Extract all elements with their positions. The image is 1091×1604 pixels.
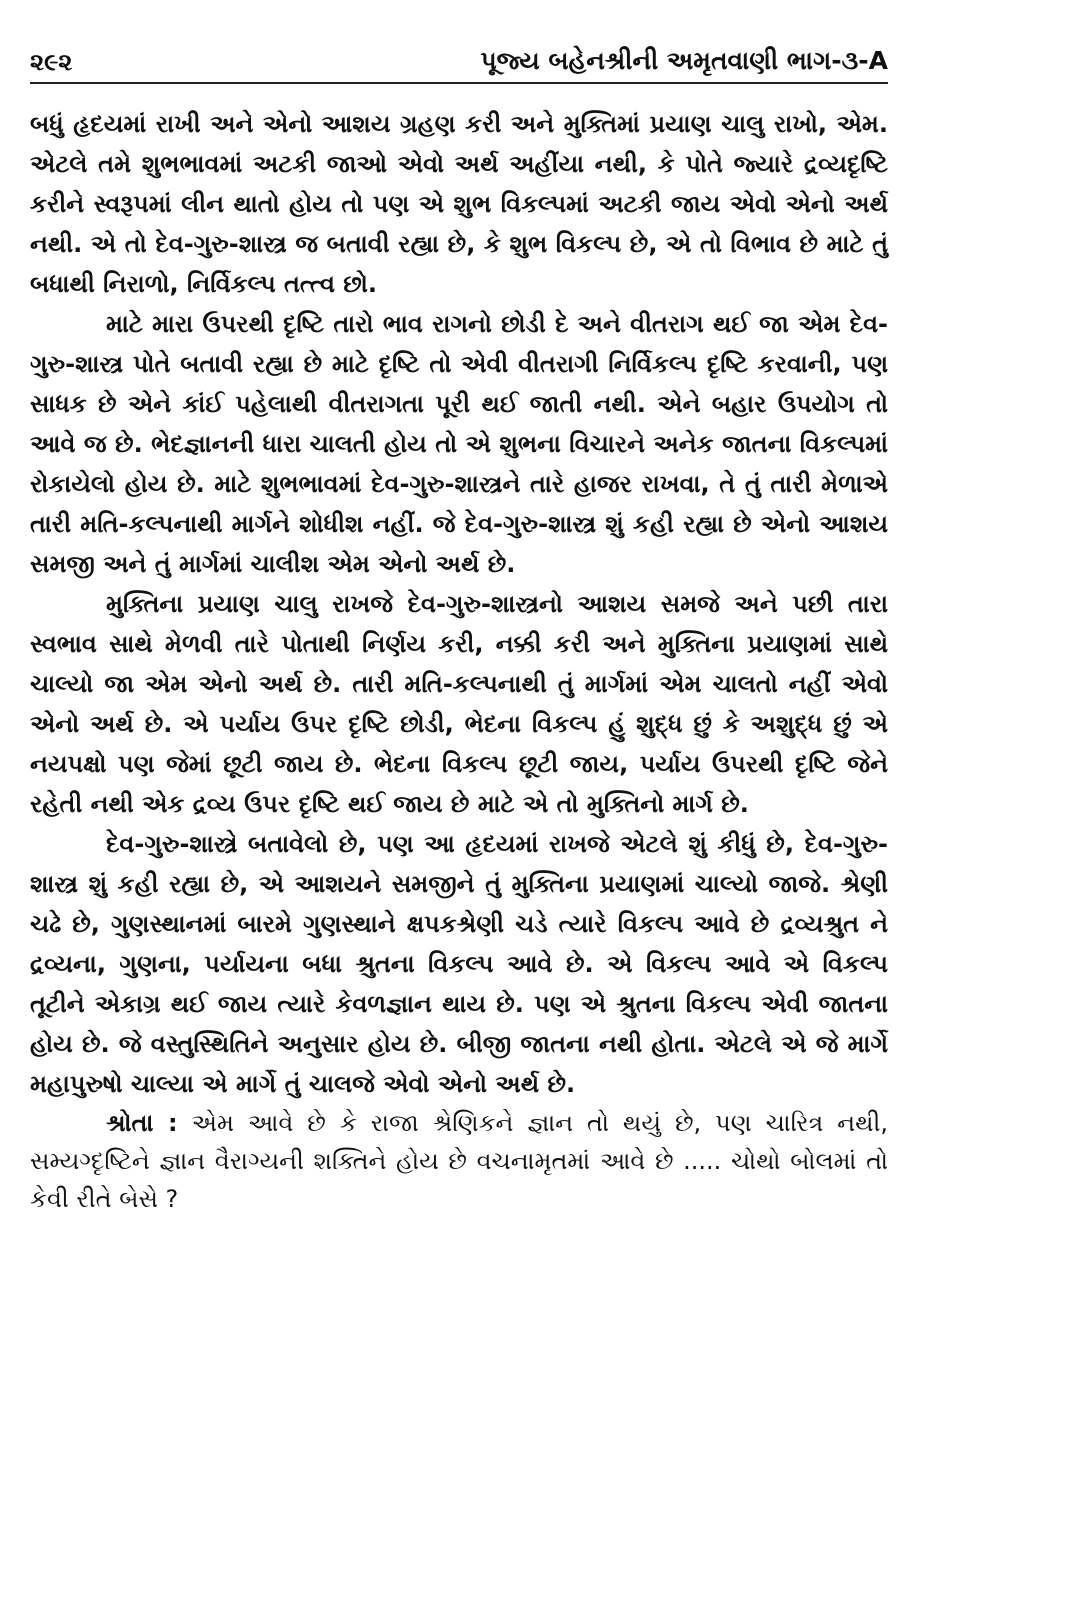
page-header: [30, 44, 888, 84]
paragraph-2: માટે મારા ઉપરથી દૃષ્ટિ તારો ભાવ રાગનો છોડી દે અને વીતરાગ થઈ જા એમ દેવ-ગુરુ-શાસ્ત્ર પોતે બતાવી રહ્યા છે માટે દૃષ્ટિ તો એવી વીતરાગી નિર્વિકલ્પ દૃષ્ટિ કરવાની, પણ સાધક છે એને કાંઈ પહેલાથી વીતરાગતા પૂરી થઈ જાતી નથી. એને બહાર ઉપયોગ તો આવે જ છે. ભેદજ્ઞાનની ધારા ચાલતી હોય તો એ શુભના વિચારને અનેક જાતના વિકલ્પમાં રોકાયેલો હોય છે. માટે શુભભાવમાં દેવ-ગુરુ-શાસ્ત્રને તારે હાજર રાખવા, તે તું તારી મેળાએ તારી મતિ-કલ્પનાથી માર્ગને શોધીશ નહીં. જે દેવ-ગુરુ-શાસ્ત્ર શું કહી રહ્યા છે એનો આશય સમજી અને તું માર્ગમાં ચાલીશ એમ એનો અર્થ છે.: [30, 310, 888, 578]
page-number: ૨૯૨: [30, 48, 73, 76]
question-paragraph: [30, 1104, 888, 1218]
paragraph-1: બધું હૃદયમાં રાખી અને એનો આશય ગ્રહણ કરી અને મુક્તિમાં પ્રયાણ ચાલુ રાખો, એમ. એટલે તમે શુભભાવમાં અટકી જાઓ એવો અર્થ અહીંયા નથી, કે પોતે જ્યારે દ્રવ્યદૃષ્ટિ કરીને સ્વરૂપમાં લીન થાતો હોય તો પણ એ શુભ વિકલ્પમાં અટકી જાય એવો એનો અર્થ નથી. એ તો દેવ-ગુરુ-શાસ્ત્ર જ બતાવી રહ્યા છે, કે શુભ વિકલ્પ છે, એ તો વિભાવ છે માટે તું બધાથી નિરાળો, નિર્વિકલ્પ તત્ત્વ છો.: [30, 110, 888, 298]
question-text: એમ આવે છે કે રાજા શ્રેણિકને જ્ઞાન તો થયું છે, પણ ચારિત્ર નથી, સમ્યગ્દૃષ્ટિને જ્ઞાન વૈરાગ્યની શક્તિને હોય છે વચનામૃતમાં આવે છે ..... ચોથો બોલમાં તો કેવી રીતે બેસે ?: [30, 1109, 888, 1213]
running-title: પૂજ્ય બહેનશ્રીની અમૃતવાણી ભાગ-૩-A: [480, 46, 888, 75]
speaker-label: શ્રોતા :: [106, 1109, 178, 1137]
paragraph-3: મુક્તિના પ્રયાણ ચાલુ રાખજે દેવ-ગુરુ-શાસ્ત્રનો આશય સમજે અને પછી તારા સ્વભાવ સાથે મેળવી તારે પોતાથી નિર્ણય કરી, નક્કી કરી અને મુક્તિના પ્રયાણમાં સાથે ચાલ્યો જા એમ એનો અર્થ છે. તારી મતિ-કલ્પનાથી તું માર્ગમાં એમ ચાલતો નહીં એવો એનો અર્થ છે. એ પર્યાય ઉપર દૃષ્ટિ છોડી, ભેદના વિકલ્પ હું શુદ્ધ છું કે અશુદ્ધ છું એ નયપક્ષો પણ જેમાં છૂટી જાય છે. ભેદના વિકલ્પ છૂટી જાય, પર્યાય ઉપરથી દૃષ્ટિ જેને રહેતી નથી એક દ્રવ્ય ઉપર દૃષ્ટિ થઈ જાય છે માટે એ તો મુક્તિનો માર્ગ છે.: [30, 590, 888, 818]
paragraph-4: દેવ-ગુરુ-શાસ્ત્રે બતાવેલો છે, પણ આ હૃદયમાં રાખજે એટલે શું કીધું છે, દેવ-ગુરુ-શાસ્ત્ર શું કહી રહ્યા છે, એ આશયને સમજીને તું મુક્તિના પ્રયાણમાં ચાલ્યો જાજે. શ્રેણી ચઢે છે, ગુણસ્થાનમાં બારમે ગુણસ્થાને ક્ષપકશ્રેણી ચડે ત્યારે વિકલ્પ આવે છે દ્રવ્યશ્રુત ને દ્રવ્યના, ગુણના, પર્યાયના બધા શ્રુતના વિકલ્પ આવે છે. એ વિકલ્પ આવે એ વિકલ્પ તૂટીને એકાગ્ર થઈ જાય ત્યારે કેવળજ્ઞાન થાય છે. પણ એ શ્રુતના વિકલ્પ એવી જાતના હોય છે. જે વસ્તુસ્થિતિને અનુસાર હોય છે. બીજી જાતના નથી હોતા. એટલે એ જે માર્ગે મહાપુરુષો ચાલ્યા એ માર્ગે તું ચાલજે એવો એનો અર્થ છે.: [30, 830, 888, 1098]
body-text: [30, 104, 888, 1218]
